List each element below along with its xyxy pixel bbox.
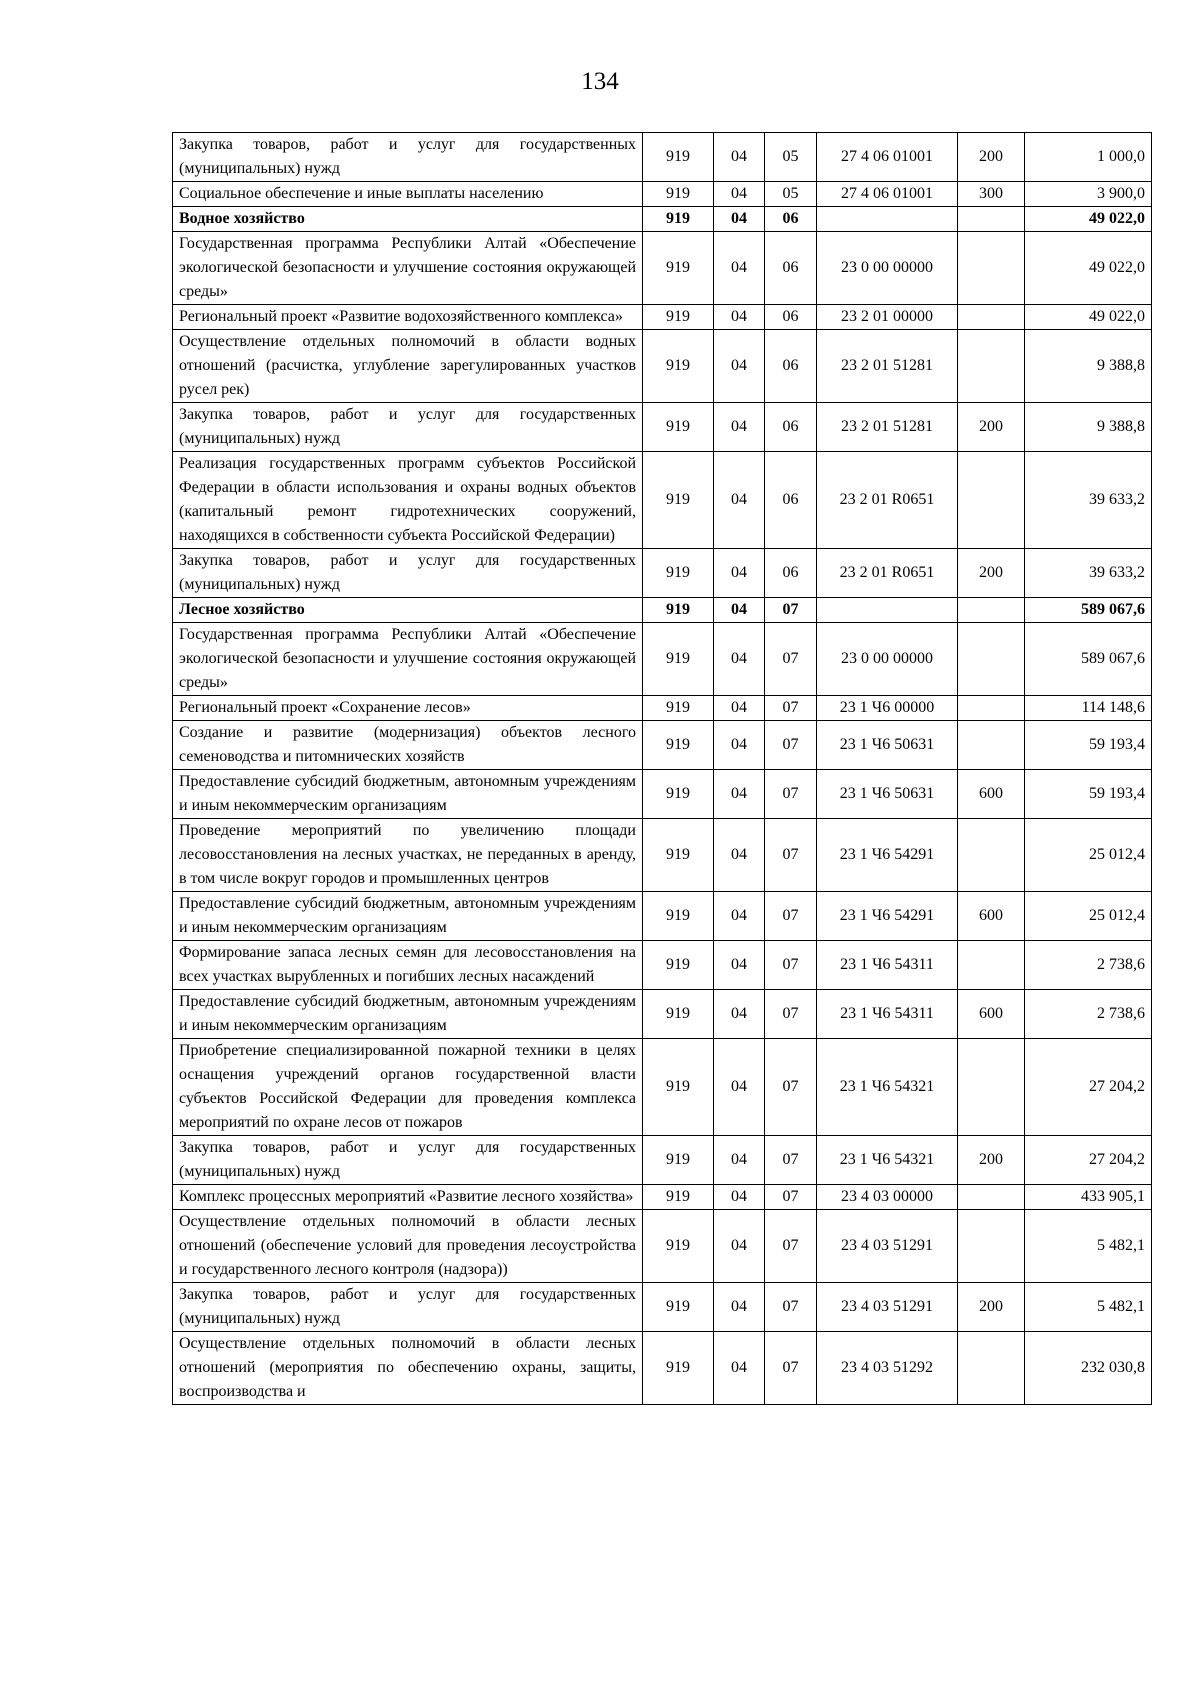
target-article-cell: 23 2 01 00000: [817, 305, 958, 330]
ministry-code-cell: 919: [643, 1283, 714, 1332]
description-cell: Предоставление субсидий бюджетным, автономным учреждениям и иным некоммерческим организациям: [173, 990, 643, 1039]
ministry-code-cell: 919: [643, 819, 714, 892]
amount-cell: 25 012,4: [1025, 819, 1152, 892]
subsection-code-cell: 07: [765, 892, 817, 941]
table-row: [173, 941, 1152, 990]
subsection-code-cell: 06: [765, 305, 817, 330]
page-number: 134: [581, 68, 619, 95]
ministry-code-cell: 919: [643, 1210, 714, 1283]
table-row: [173, 182, 1152, 207]
expense-type-cell: [958, 623, 1025, 696]
ministry-code-cell: 919: [643, 770, 714, 819]
description-cell: Закупка товаров, работ и услуг для государственных (муниципальных) нужд: [173, 403, 643, 452]
expense-type-cell: [958, 598, 1025, 623]
expense-type-cell: 200: [958, 133, 1025, 182]
expense-type-cell: [958, 819, 1025, 892]
table-row: [173, 1136, 1152, 1185]
description-cell: Осуществление отдельных полномочий в области лесных отношений (мероприятия по обеспечению охраны, защиты, воспроизводства и: [173, 1332, 643, 1405]
target-article-cell: 27 4 06 01001: [817, 182, 958, 207]
section-code-cell: 04: [714, 990, 765, 1039]
expense-type-cell: 600: [958, 770, 1025, 819]
target-article-cell: 23 0 00 00000: [817, 623, 958, 696]
table-row: [173, 1332, 1152, 1405]
ministry-code-cell: 919: [643, 232, 714, 305]
expense-type-cell: 200: [958, 1283, 1025, 1332]
expense-type-cell: 200: [958, 403, 1025, 452]
table-row: [173, 232, 1152, 305]
subsection-code-cell: 06: [765, 403, 817, 452]
subsection-code-cell: 07: [765, 696, 817, 721]
target-article-cell: 23 2 01 51281: [817, 330, 958, 403]
amount-cell: 49 022,0: [1025, 232, 1152, 305]
description-cell: Формирование запаса лесных семян для лесовосстановления на всех участках вырубленных и погибших лесных насаждений: [173, 941, 643, 990]
target-article-cell: 27 4 06 01001: [817, 133, 958, 182]
table-row: [173, 403, 1152, 452]
ministry-code-cell: 919: [643, 598, 714, 623]
table-row: [173, 696, 1152, 721]
description-cell: Закупка товаров, работ и услуг для государственных (муниципальных) нужд: [173, 1136, 643, 1185]
ministry-code-cell: 919: [643, 133, 714, 182]
section-code-cell: 04: [714, 1136, 765, 1185]
table-row: [173, 990, 1152, 1039]
table-row: [173, 598, 1152, 623]
target-article-cell: 23 0 00 00000: [817, 232, 958, 305]
subsection-code-cell: 06: [765, 330, 817, 403]
subsection-code-cell: 07: [765, 819, 817, 892]
table-row: [173, 1039, 1152, 1136]
amount-cell: 2 738,6: [1025, 941, 1152, 990]
table-row: [173, 330, 1152, 403]
amount-cell: 5 482,1: [1025, 1210, 1152, 1283]
target-article-cell: 23 1 Ч6 54311: [817, 941, 958, 990]
description-cell: Предоставление субсидий бюджетным, автономным учреждениям и иным некоммерческим организациям: [173, 770, 643, 819]
subsection-code-cell: 07: [765, 1039, 817, 1136]
amount-cell: 9 388,8: [1025, 330, 1152, 403]
table-row: [173, 892, 1152, 941]
section-code-cell: 04: [714, 549, 765, 598]
section-code-cell: 04: [714, 892, 765, 941]
subsection-code-cell: 07: [765, 721, 817, 770]
subsection-code-cell: 07: [765, 941, 817, 990]
target-article-cell: [817, 598, 958, 623]
description-cell: Создание и развитие (модернизация) объектов лесного семеноводства и питомнических хозяйств: [173, 721, 643, 770]
expense-type-cell: [958, 721, 1025, 770]
subsection-code-cell: 07: [765, 1185, 817, 1210]
amount-cell: 433 905,1: [1025, 1185, 1152, 1210]
ministry-code-cell: 919: [643, 990, 714, 1039]
subsection-code-cell: 07: [765, 623, 817, 696]
ministry-code-cell: 919: [643, 1136, 714, 1185]
amount-cell: 39 633,2: [1025, 452, 1152, 549]
description-cell: Комплекс процессных мероприятий «Развитие лесного хозяйства»: [173, 1185, 643, 1210]
section-code-cell: 04: [714, 403, 765, 452]
amount-cell: 27 204,2: [1025, 1136, 1152, 1185]
amount-cell: 25 012,4: [1025, 892, 1152, 941]
ministry-code-cell: 919: [643, 1185, 714, 1210]
section-code-cell: 04: [714, 1039, 765, 1136]
amount-cell: 27 204,2: [1025, 1039, 1152, 1136]
section-code-cell: 04: [714, 941, 765, 990]
target-article-cell: 23 1 Ч6 50631: [817, 721, 958, 770]
table-row: [173, 452, 1152, 549]
target-article-cell: 23 2 01 51281: [817, 403, 958, 452]
budget-table: [172, 132, 1152, 1405]
expense-type-cell: [958, 1185, 1025, 1210]
section-code-cell: 04: [714, 330, 765, 403]
section-code-cell: 04: [714, 232, 765, 305]
table-row: [173, 1283, 1152, 1332]
section-code-cell: 04: [714, 305, 765, 330]
section-code-cell: 04: [714, 819, 765, 892]
table-row: [173, 305, 1152, 330]
description-cell: Предоставление субсидий бюджетным, автономным учреждениям и иным некоммерческим организациям: [173, 892, 643, 941]
subsection-code-cell: 05: [765, 182, 817, 207]
expense-type-cell: 300: [958, 182, 1025, 207]
subsection-code-cell: 07: [765, 1136, 817, 1185]
section-code-cell: 04: [714, 598, 765, 623]
amount-cell: 1 000,0: [1025, 133, 1152, 182]
ministry-code-cell: 919: [643, 892, 714, 941]
description-cell: Осуществление отдельных полномочий в области водных отношений (расчистка, углубление зарегулированных участков русел рек): [173, 330, 643, 403]
target-article-cell: 23 4 03 51291: [817, 1210, 958, 1283]
description-cell: Закупка товаров, работ и услуг для государственных (муниципальных) нужд: [173, 549, 643, 598]
section-code-cell: 04: [714, 1283, 765, 1332]
amount-cell: 589 067,6: [1025, 598, 1152, 623]
description-cell: Закупка товаров, работ и услуг для государственных (муниципальных) нужд: [173, 133, 643, 182]
description-cell: Государственная программа Республики Алтай «Обеспечение экологической безопасности и улучшение состояния окружающей среды»: [173, 232, 643, 305]
ministry-code-cell: 919: [643, 452, 714, 549]
section-code-cell: 04: [714, 721, 765, 770]
amount-cell: 59 193,4: [1025, 721, 1152, 770]
description-cell: Осуществление отдельных полномочий в области лесных отношений (обеспечение условий для проведения лесоустройства и государственного лесного контроля (надзора)): [173, 1210, 643, 1283]
expense-type-cell: 200: [958, 549, 1025, 598]
amount-cell: 39 633,2: [1025, 549, 1152, 598]
expense-type-cell: [958, 1332, 1025, 1405]
description-cell: Приобретение специализированной пожарной техники в целях оснащения учреждений органов государственной власти субъектов Российской Федерации для проведения комплекса мероприятий по охране лесов от пожаров: [173, 1039, 643, 1136]
expense-type-cell: 600: [958, 990, 1025, 1039]
description-cell: Закупка товаров, работ и услуг для государственных (муниципальных) нужд: [173, 1283, 643, 1332]
expense-type-cell: 200: [958, 1136, 1025, 1185]
ministry-code-cell: 919: [643, 623, 714, 696]
expense-type-cell: [958, 452, 1025, 549]
section-code-cell: 04: [714, 452, 765, 549]
subsection-code-cell: 06: [765, 549, 817, 598]
target-article-cell: 23 1 Ч6 50631: [817, 770, 958, 819]
section-code-cell: 04: [714, 1210, 765, 1283]
target-article-cell: 23 4 03 51292: [817, 1332, 958, 1405]
table-body: [173, 133, 1152, 1405]
subsection-code-cell: 07: [765, 1332, 817, 1405]
ministry-code-cell: 919: [643, 549, 714, 598]
table-row: [173, 819, 1152, 892]
description-cell: Региональный проект «Сохранение лесов»: [173, 696, 643, 721]
subsection-code-cell: 07: [765, 598, 817, 623]
target-article-cell: 23 1 Ч6 54291: [817, 892, 958, 941]
expense-type-cell: [958, 305, 1025, 330]
expense-type-cell: 600: [958, 892, 1025, 941]
target-article-cell: 23 2 01 R0651: [817, 549, 958, 598]
ministry-code-cell: 919: [643, 403, 714, 452]
amount-cell: 9 388,8: [1025, 403, 1152, 452]
expense-type-cell: [958, 1210, 1025, 1283]
target-article-cell: [817, 207, 958, 232]
target-article-cell: 23 1 Ч6 54321: [817, 1039, 958, 1136]
section-code-cell: 04: [714, 696, 765, 721]
ministry-code-cell: 919: [643, 207, 714, 232]
section-code-cell: 04: [714, 770, 765, 819]
table-row: [173, 207, 1152, 232]
section-code-cell: 04: [714, 1185, 765, 1210]
table-row: [173, 770, 1152, 819]
description-cell: Проведение мероприятий по увеличению площади лесовосстановления на лесных участках, не переданных в аренду, в том числе вокруг городов и промышленных центров: [173, 819, 643, 892]
table-row: [173, 1185, 1152, 1210]
ministry-code-cell: 919: [643, 1039, 714, 1136]
section-code-cell: 04: [714, 207, 765, 232]
ministry-code-cell: 919: [643, 721, 714, 770]
table-row: [173, 133, 1152, 182]
section-code-cell: 04: [714, 133, 765, 182]
table-row: [173, 623, 1152, 696]
table-row: [173, 549, 1152, 598]
expense-type-cell: [958, 207, 1025, 232]
amount-cell: 232 030,8: [1025, 1332, 1152, 1405]
target-article-cell: 23 4 03 00000: [817, 1185, 958, 1210]
description-cell: Региональный проект «Развитие водохозяйственного комплекса»: [173, 305, 643, 330]
amount-cell: 589 067,6: [1025, 623, 1152, 696]
description-cell: Лесное хозяйство: [173, 598, 643, 623]
subsection-code-cell: 07: [765, 1210, 817, 1283]
target-article-cell: 23 1 Ч6 00000: [817, 696, 958, 721]
subsection-code-cell: 06: [765, 232, 817, 305]
section-code-cell: 04: [714, 623, 765, 696]
subsection-code-cell: 07: [765, 990, 817, 1039]
ministry-code-cell: 919: [643, 305, 714, 330]
expense-type-cell: [958, 232, 1025, 305]
section-code-cell: 04: [714, 1332, 765, 1405]
description-cell: Социальное обеспечение и иные выплаты населению: [173, 182, 643, 207]
subsection-code-cell: 07: [765, 770, 817, 819]
amount-cell: 2 738,6: [1025, 990, 1152, 1039]
amount-cell: 5 482,1: [1025, 1283, 1152, 1332]
subsection-code-cell: 06: [765, 207, 817, 232]
ministry-code-cell: 919: [643, 941, 714, 990]
amount-cell: 114 148,6: [1025, 696, 1152, 721]
ministry-code-cell: 919: [643, 182, 714, 207]
table-row: [173, 721, 1152, 770]
expense-type-cell: [958, 330, 1025, 403]
subsection-code-cell: 06: [765, 452, 817, 549]
subsection-code-cell: 05: [765, 133, 817, 182]
table-row: [173, 1210, 1152, 1283]
target-article-cell: 23 2 01 R0651: [817, 452, 958, 549]
amount-cell: 49 022,0: [1025, 207, 1152, 232]
description-cell: Реализация государственных программ субъектов Российской Федерации в области использования и охраны водных объектов (капитальный ремонт гидротехнических сооружений, находящихся в собственности субъекта Российской Федерации): [173, 452, 643, 549]
expense-type-cell: [958, 1039, 1025, 1136]
subsection-code-cell: 07: [765, 1283, 817, 1332]
amount-cell: 59 193,4: [1025, 770, 1152, 819]
ministry-code-cell: 919: [643, 330, 714, 403]
description-cell: Водное хозяйство: [173, 207, 643, 232]
description-cell: Государственная программа Республики Алтай «Обеспечение экологической безопасности и улучшение состояния окружающей среды»: [173, 623, 643, 696]
ministry-code-cell: 919: [643, 696, 714, 721]
expense-type-cell: [958, 696, 1025, 721]
target-article-cell: 23 1 Ч6 54291: [817, 819, 958, 892]
section-code-cell: 04: [714, 182, 765, 207]
expense-type-cell: [958, 941, 1025, 990]
target-article-cell: 23 1 Ч6 54311: [817, 990, 958, 1039]
ministry-code-cell: 919: [643, 1332, 714, 1405]
target-article-cell: 23 4 03 51291: [817, 1283, 958, 1332]
amount-cell: 49 022,0: [1025, 305, 1152, 330]
target-article-cell: 23 1 Ч6 54321: [817, 1136, 958, 1185]
amount-cell: 3 900,0: [1025, 182, 1152, 207]
